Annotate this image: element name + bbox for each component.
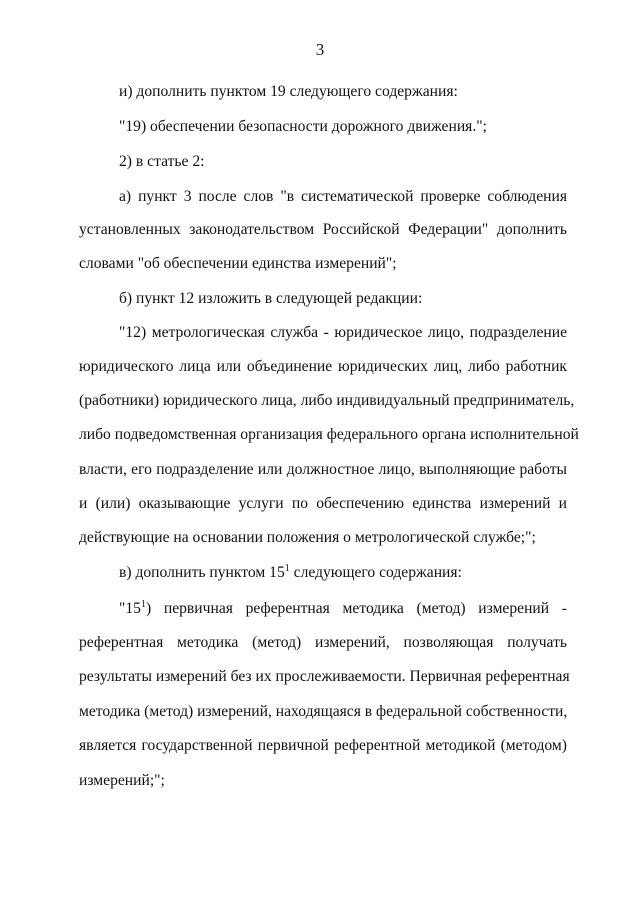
paragraph-19-quote: "19) обеспечении безопасности дорожного движения."; bbox=[119, 118, 487, 135]
paragraph-article-2: 2) в статье 2: bbox=[119, 153, 205, 170]
superscript: 1 bbox=[140, 599, 146, 610]
paragraph-a-line-2: установленных законодательством Российской Федерации" дополнить bbox=[79, 221, 567, 238]
paragraph-15-1-line-4: методика (метод) измерений, находящаяся в федеральной собственности, bbox=[79, 703, 568, 720]
superscript: 1 bbox=[284, 563, 290, 574]
paragraph-15-1-line-6: измерений;"; bbox=[79, 772, 165, 789]
paragraph-12-line-7: действующие на основании положения о метрологической службе;"; bbox=[79, 529, 536, 546]
paragraph-15-1-line-1 bbox=[119, 599, 567, 619]
paragraph-15-1-line-2: референтная методика (метод) измерений, позволяющая получать bbox=[79, 634, 567, 651]
paragraph-a-line-1: а) пункт 3 после слов "в систематической проверке соблюдения bbox=[119, 188, 567, 205]
paragraph-15-1-text: ) первичная референтная методика (метод) измерений - bbox=[145, 600, 567, 617]
paragraph-v-text-end: следующего содержания: bbox=[293, 564, 462, 581]
paragraph-15-1-quote: "15 bbox=[119, 600, 141, 617]
page-number: 3 bbox=[315, 40, 325, 59]
paragraph-a-line-3: словами "об обеспечении единства измерений"; bbox=[79, 255, 397, 272]
paragraph-15-1-line-5: является государственной первичной референтной методикой (методом) bbox=[79, 737, 567, 754]
paragraph-12-line-6: и (или) оказывающие услуги по обеспечению единства измерений и bbox=[79, 495, 567, 512]
paragraph-12-line-3: (работники) юридического лица, либо индивидуальный предприниматель, bbox=[79, 392, 575, 409]
paragraph-b: б) пункт 12 изложить в следующей редакции: bbox=[119, 290, 423, 307]
paragraph-12-line-4: либо подведомственная организация федерального органа исполнительной bbox=[79, 426, 579, 443]
paragraph-15-1-line-3: результаты измерений без их прослеживаемости. Первичная референтная bbox=[79, 668, 570, 685]
paragraph-12-line-2: юридического лица или объединение юридических лиц, либо работник bbox=[79, 358, 567, 375]
paragraph-v-text: в) дополнить пунктом 15 bbox=[119, 564, 285, 581]
paragraph-12-line-5: власти, его подразделение или должностное лицо, выполняющие работы bbox=[79, 461, 567, 478]
paragraph-i: и) дополнить пунктом 19 следующего содержания: bbox=[119, 83, 458, 100]
paragraph-12-line-1: "12) метрологическая служба - юридическое лицо, подразделение bbox=[119, 324, 567, 341]
paragraph-v bbox=[119, 563, 462, 583]
